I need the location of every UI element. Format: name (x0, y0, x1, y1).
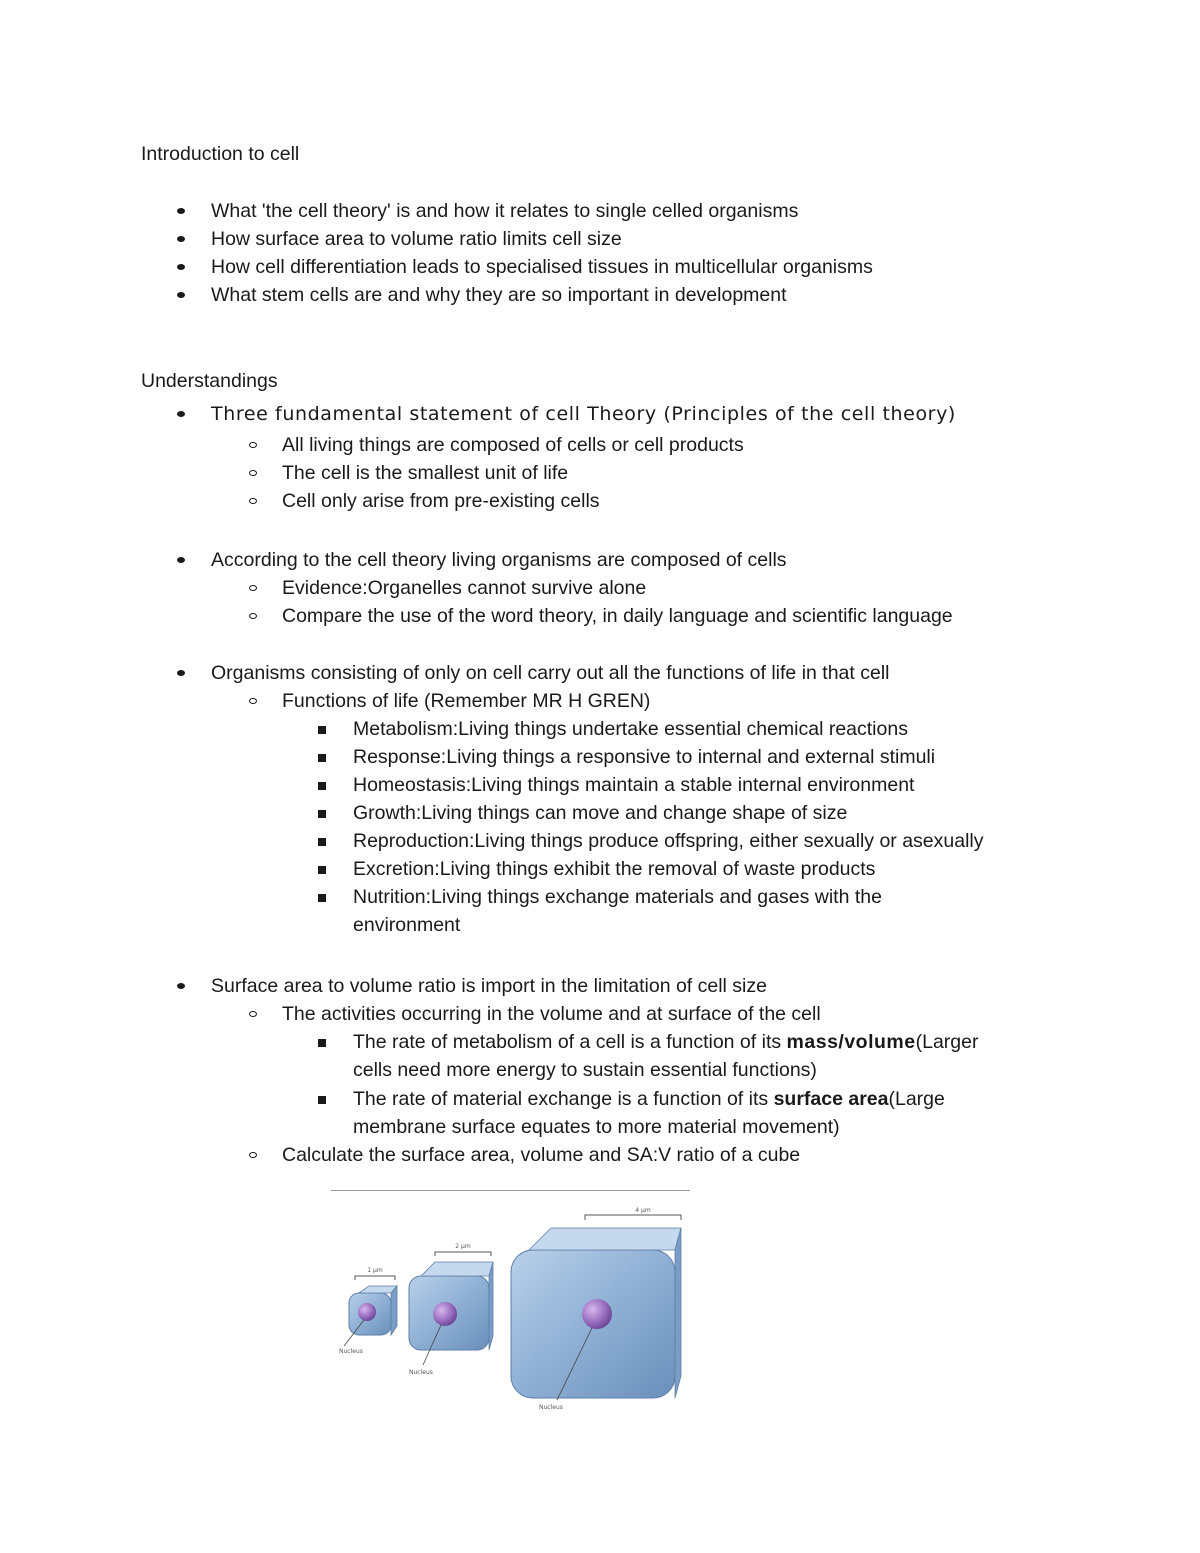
bullet-circle-icon (249, 698, 257, 704)
bullet-disc-icon (177, 208, 185, 214)
rate-exchange-bold: surface area (773, 1088, 889, 1110)
rate-metabolism (353, 1028, 978, 1056)
nucleus-label-small: Nucleus (339, 1348, 363, 1355)
small-size-label: 1 μm (367, 1267, 383, 1274)
rate-metabolism-cont: cells need more energy to sustain essential functions) (353, 1059, 817, 1081)
nucleus-large (582, 1299, 612, 1329)
functions-of-life: Functions of life (Remember MR H GREN) (282, 690, 651, 712)
bullet-square-icon (318, 1096, 326, 1104)
cell-theory-point: The cell is the smallest unit of life (282, 462, 569, 484)
surface-sub: The activities occurring in the volume and at surface of the cell (282, 1003, 821, 1025)
rate-exchange-post: (Large (888, 1088, 945, 1110)
function-item: Excretion:Living things exhibit the removal of waste products (353, 858, 876, 880)
according-title: According to the cell theory living organisms are composed of cells (211, 549, 787, 571)
small-cube (339, 1267, 397, 1355)
understandings-heading: Understandings (141, 370, 278, 392)
bullet-disc-icon (177, 983, 185, 989)
figure-divider (331, 1190, 690, 1191)
bullet-disc-icon (177, 411, 185, 417)
rate-metabolism-bold: mass/volume (786, 1031, 916, 1053)
surface-title: Surface area to volume ratio is import in the limitation of cell size (211, 975, 767, 997)
function-item: Nutrition:Living things exchange materials and gases with the (353, 886, 882, 908)
nucleus-label-medium: Nucleus (409, 1369, 433, 1376)
mid-size-label: 2 μm (455, 1243, 471, 1250)
bullet-disc-icon (177, 236, 185, 242)
according-point: Evidence:Organelles cannot survive alone (282, 577, 647, 599)
nucleus-medium (433, 1302, 457, 1326)
function-item: Growth:Living things can move and change shape of size (353, 802, 848, 824)
bullet-circle-icon (249, 613, 257, 619)
rate-exchange-text: The rate of material exchange is a function of its (353, 1088, 774, 1110)
large-size-label: 4 μm (635, 1207, 651, 1214)
bullet-square-icon (318, 1039, 326, 1047)
bullet-circle-icon (249, 442, 257, 448)
bullet-square-icon (318, 866, 326, 874)
rate-exchange (353, 1085, 945, 1113)
bullet-disc-icon (177, 670, 185, 676)
bullet-circle-icon (249, 470, 257, 476)
nucleus-small (358, 1303, 376, 1321)
intro-item: How surface area to volume ratio limits cell size (211, 228, 622, 250)
cube-figure (331, 1200, 701, 1420)
nucleus-label-large: Nucleus (539, 1404, 563, 1411)
bullet-disc-icon (177, 557, 185, 563)
function-item: Response:Living things a responsive to internal and external stimuli (353, 746, 936, 768)
organisms-title: Organisms consisting of only on cell carry out all the functions of life in that cell (211, 662, 890, 684)
bullet-square-icon (318, 726, 326, 734)
large-cube (511, 1207, 681, 1411)
medium-cube (409, 1243, 493, 1376)
calculate-item: Calculate the surface area, volume and SA:V ratio of a cube (282, 1144, 801, 1166)
cell-theory-point: All living things are composed of cells or cell products (282, 434, 744, 456)
bullet-square-icon (318, 838, 326, 846)
bullet-circle-icon (249, 1152, 257, 1158)
bullet-circle-icon (249, 1011, 257, 1017)
according-point: Compare the use of the word theory, in daily language and scientific language (282, 605, 953, 627)
rate-metabolism-text: The rate of metabolism of a cell is a function of its (353, 1031, 787, 1053)
bullet-square-icon (318, 894, 326, 902)
function-item: Reproduction:Living things produce offspring, either sexually or asexually (353, 830, 984, 852)
function-item: Metabolism:Living things undertake essential chemical reactions (353, 718, 908, 740)
bullet-circle-icon (249, 585, 257, 591)
intro-item: What 'the cell theory' is and how it relates to single celled organisms (211, 200, 799, 222)
intro-heading: Introduction to cell (141, 143, 300, 165)
cell-theory-point: Cell only arise from pre-existing cells (282, 490, 600, 512)
function-item-cont: environment (353, 914, 461, 936)
intro-item: What stem cells are and why they are so important in development (211, 284, 787, 306)
cell-theory-title: Three fundamental statement of cell Theory (Principles of the cell theory) (211, 403, 956, 425)
intro-item: How cell differentiation leads to specialised tissues in multicellular organisms (211, 256, 873, 278)
bullet-disc-icon (177, 264, 185, 270)
bullet-square-icon (318, 810, 326, 818)
bullet-disc-icon (177, 292, 185, 298)
bullet-square-icon (318, 782, 326, 790)
bullet-circle-icon (249, 498, 257, 504)
function-item: Homeostasis:Living things maintain a stable internal environment (353, 774, 915, 796)
rate-exchange-cont: membrane surface equates to more material movement) (353, 1116, 840, 1138)
bullet-square-icon (318, 754, 326, 762)
rate-metabolism-post: (Larger (915, 1031, 979, 1053)
